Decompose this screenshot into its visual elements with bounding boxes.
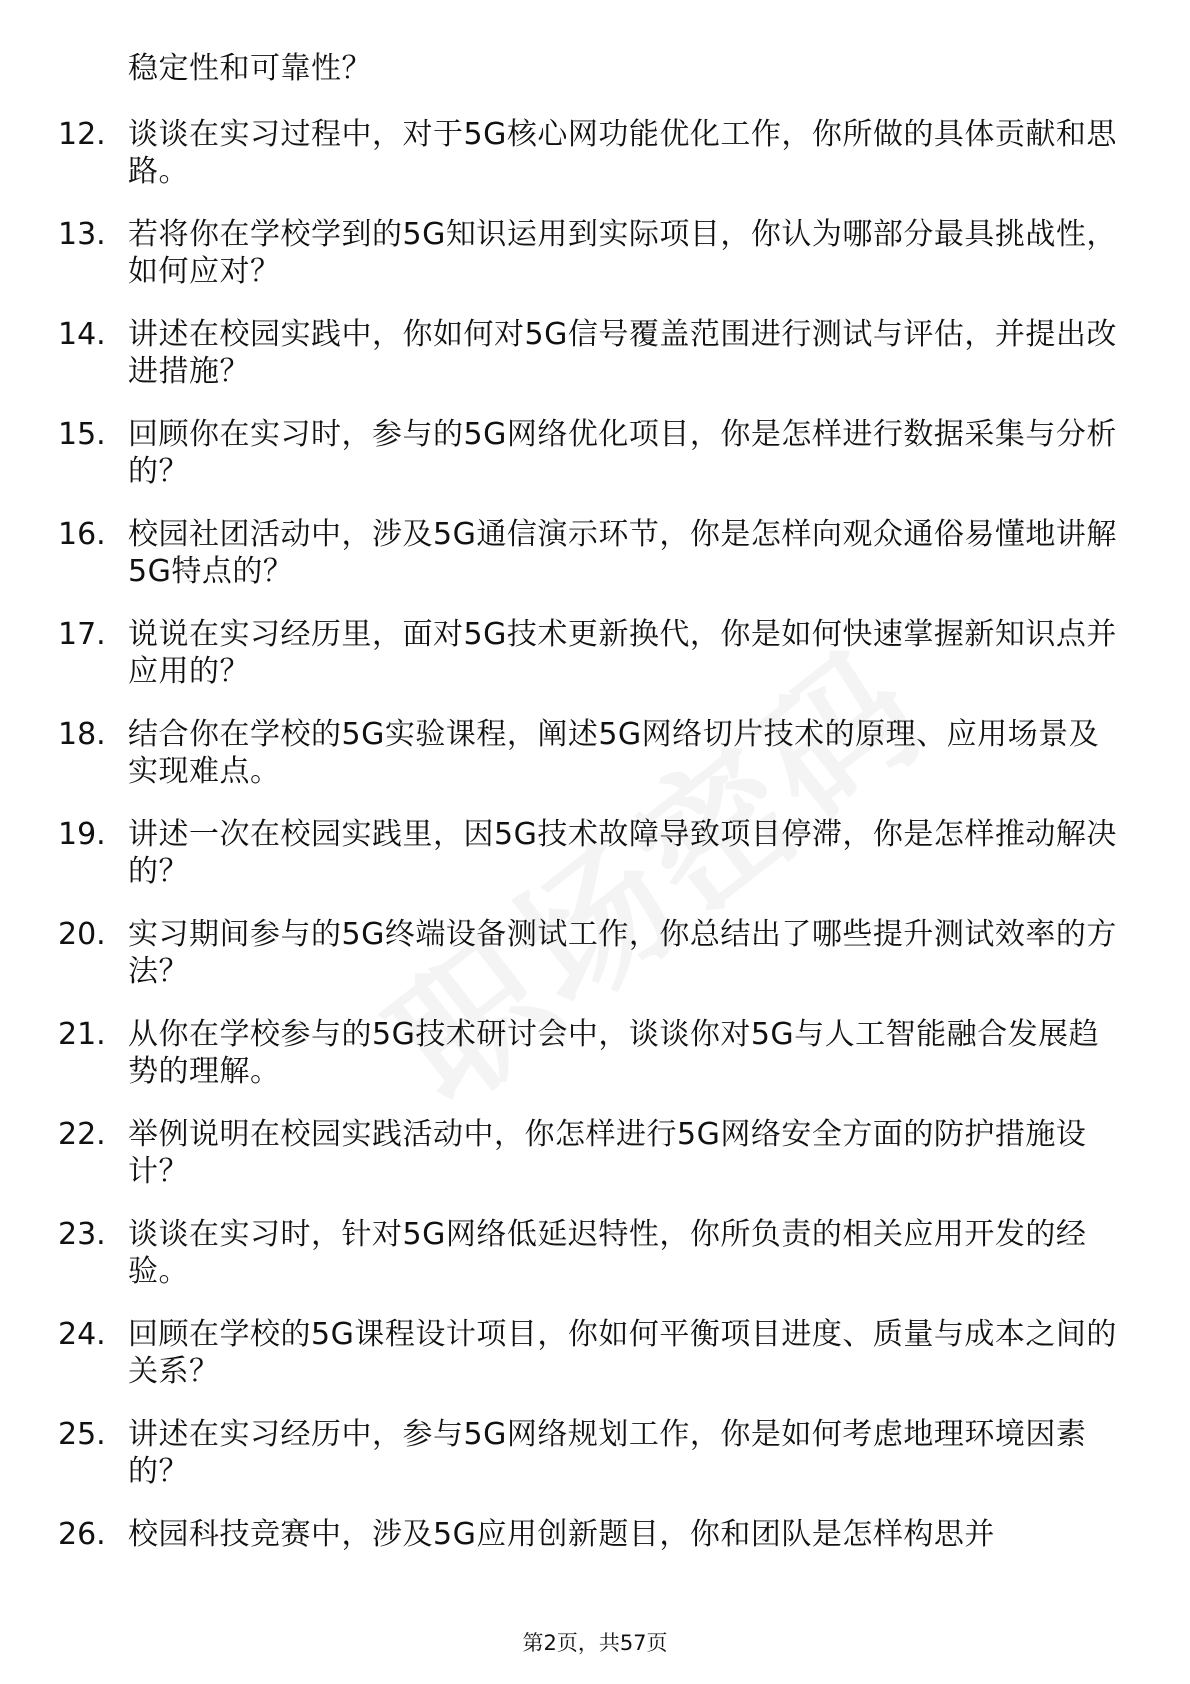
question-text: 校园科技竞赛中，涉及5G应用创新题目，你和团队是怎样构思并 <box>128 1517 995 1552</box>
question-number: 19. <box>58 817 106 852</box>
question-list <box>0 116 1190 1616</box>
question-text: 讲述在校园实践中，你如何对5G信号覆盖范围进行测试与评估，并提出改进措施？ <box>128 317 1117 389</box>
list-item <box>0 916 1190 990</box>
question-number: 22. <box>58 1117 106 1152</box>
question-text: 实习期间参与的5G终端设备测试工作，你总结出了哪些提升测试效率的方法？ <box>128 917 1117 989</box>
list-item <box>0 416 1190 490</box>
list-item <box>0 116 1190 190</box>
list-item <box>0 316 1190 390</box>
question-number: 21. <box>58 1017 106 1052</box>
list-item <box>0 216 1190 290</box>
list-item <box>0 816 1190 890</box>
question-text: 从你在学校参与的5G技术研讨会中，谈谈你对5G与人工智能融合发展趋势的理解。 <box>128 1017 1100 1089</box>
list-item <box>0 716 1190 790</box>
question-number: 20. <box>58 917 106 952</box>
continued-question-text: 稳定性和可靠性？ <box>128 51 372 86</box>
question-number: 17. <box>58 617 106 652</box>
page-number-footer: 第2页，共57页 <box>522 1631 668 1655</box>
question-text: 回顾你在实习时，参与的5G网络优化项目，你是怎样进行数据采集与分析的？ <box>128 417 1117 489</box>
question-number: 24. <box>58 1317 106 1352</box>
question-text: 说说在实习经历里，面对5G技术更新换代，你是如何快速掌握新知识点并应用的？ <box>128 617 1117 689</box>
list-item <box>0 1316 1190 1390</box>
question-number: 15. <box>58 417 106 452</box>
question-number: 12. <box>58 117 106 152</box>
question-text: 校园社团活动中，涉及5G通信演示环节，你是怎样向观众通俗易懂地讲解5G特点的？ <box>128 517 1117 589</box>
question-text: 讲述一次在校园实践里，因5G技术故障导致项目停滞，你是怎样推动解决的？ <box>128 817 1117 889</box>
question-text: 谈谈在实习时，针对5G网络低延迟特性，你所负责的相关应用开发的经验。 <box>128 1217 1087 1289</box>
question-text: 讲述在实习经历中，参与5G网络规划工作，你是如何考虑地理环境因素的？ <box>128 1417 1087 1489</box>
question-number: 14. <box>58 317 106 352</box>
question-number: 16. <box>58 517 106 552</box>
question-number: 18. <box>58 717 106 752</box>
question-number: 25. <box>58 1417 106 1452</box>
list-item <box>0 1416 1190 1490</box>
question-text: 举例说明在校园实践活动中，你怎样进行5G网络安全方面的防护措施设计？ <box>128 1117 1087 1189</box>
list-item <box>0 616 1190 690</box>
question-text: 回顾在学校的5G课程设计项目，你如何平衡项目进度、质量与成本之间的关系？ <box>128 1317 1117 1389</box>
question-text: 谈谈在实习过程中，对于5G核心网功能优化工作，你所做的具体贡献和思路。 <box>128 117 1117 189</box>
list-item <box>0 1116 1190 1190</box>
list-item <box>0 1216 1190 1290</box>
list-item <box>0 516 1190 590</box>
question-text: 若将你在学校学到的5G知识运用到实际项目，你认为哪部分最具挑战性，如何应对？ <box>128 217 1117 289</box>
question-number: 13. <box>58 217 106 252</box>
list-item <box>0 1516 1190 1590</box>
list-item <box>0 1016 1190 1090</box>
question-number: 23. <box>58 1217 106 1252</box>
question-text: 结合你在学校的5G实验课程，阐述5G网络切片技术的原理、应用场景及实现难点。 <box>128 717 1100 789</box>
question-number: 26. <box>58 1517 106 1552</box>
